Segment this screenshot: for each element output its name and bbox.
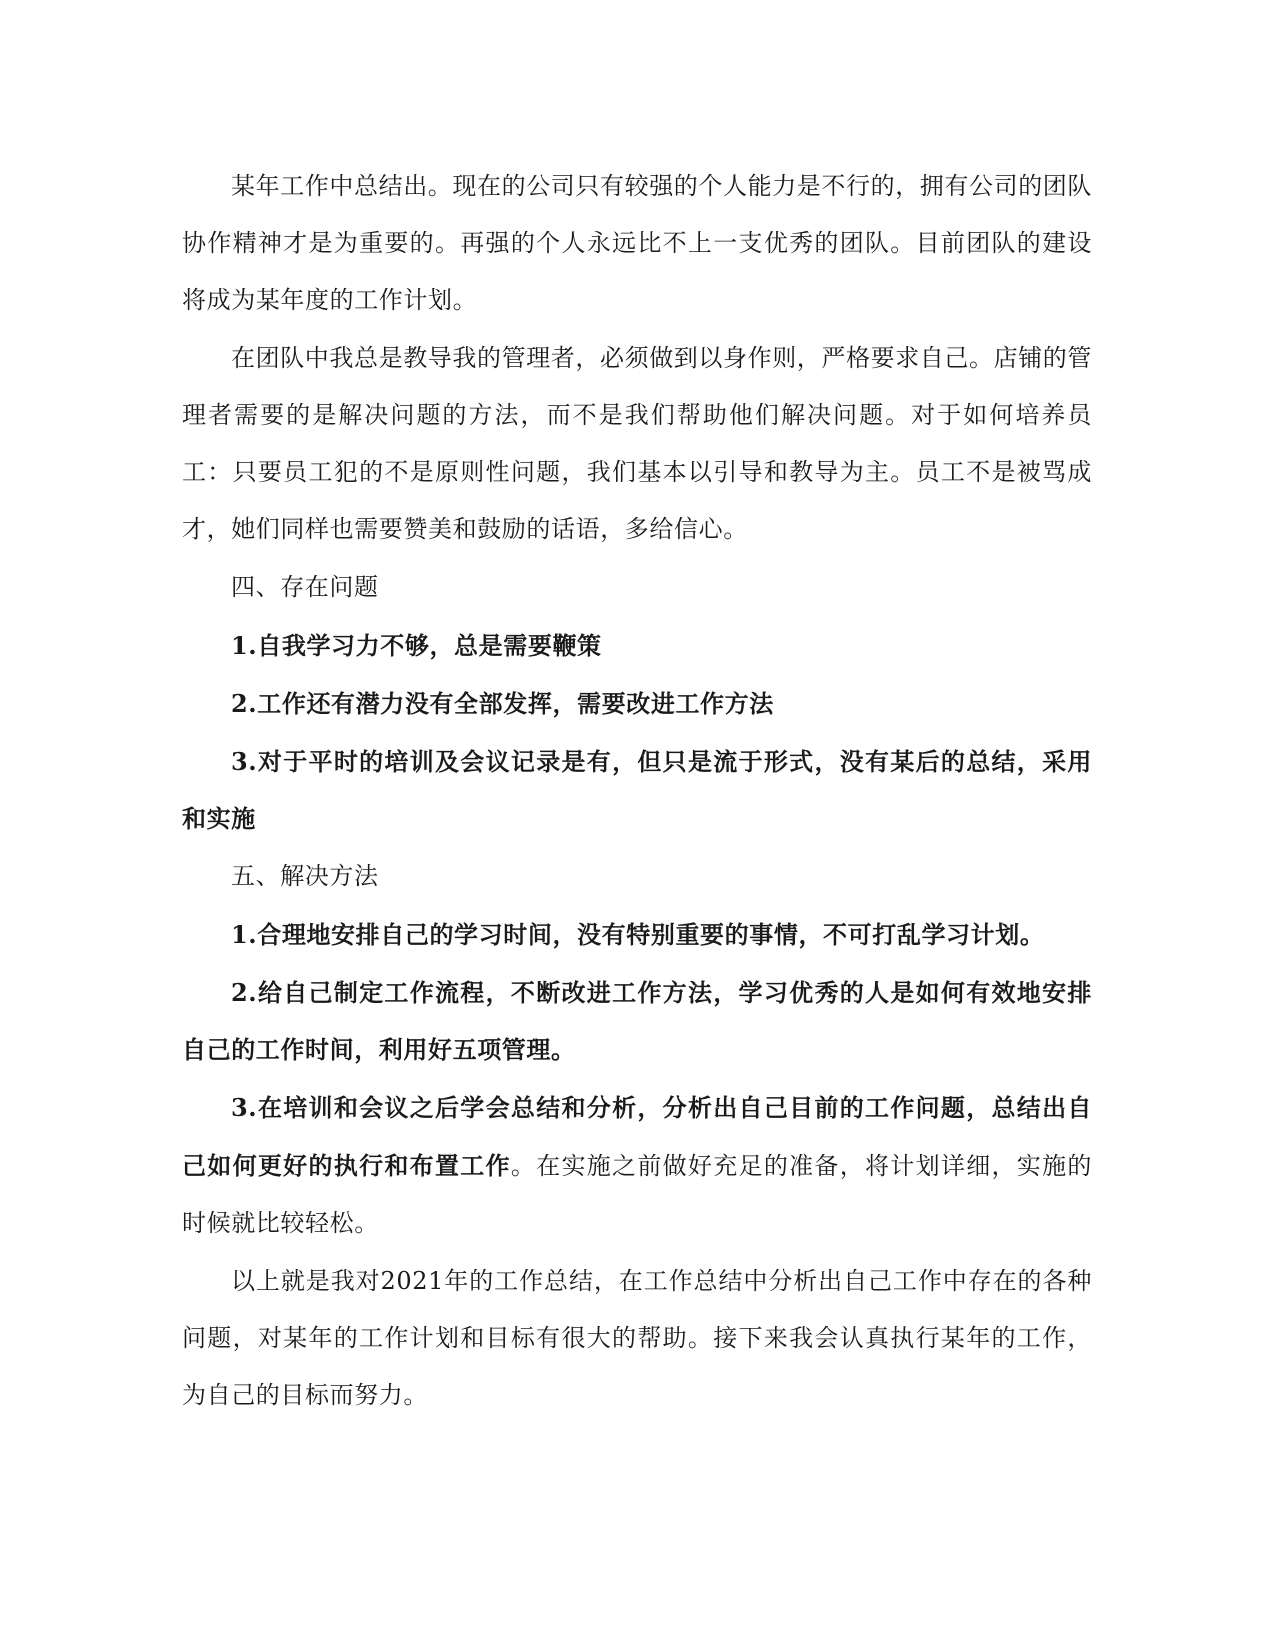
document-page (182, 158, 1092, 1424)
paragraph-conclusion: 以上就是我对2021年的工作总结，在工作总结中分析出自己工作中存在的各种问题，对某年的工作计划和目标有很大的帮助。接下来我会认真执行某年的工作，为自己的目标而努力。 (182, 1267, 1092, 1409)
solution-item-3 (182, 1079, 1092, 1252)
solution-item-2: 2.给自己制定工作流程，不断改进工作方法，学习优秀的人是如何有效地安排自己的工作时间，利用好五项管理。 (182, 978, 1092, 1064)
problem-item-3: 3.对于平时的培训及会议记录是有，但只是流于形式，没有某后的总结，采用和实施 (182, 747, 1092, 833)
paragraph-management: 在团队中我总是教导我的管理者，必须做到以身作则，严格要求自己。店铺的管理者需要的是解决问题的方法，而不是我们帮助他们解决问题。对于如何培养员工：只要员工犯的不是原则性问题，我们基本以引导和教导为主。员工不是被骂成才，她们同样也需要赞美和鼓励的话语，多给信心。 (182, 344, 1092, 543)
section-heading-solutions: 五、解决方法 (231, 862, 379, 890)
paragraph-team-building: 某年工作中总结出。现在的公司只有较强的个人能力是不行的，拥有公司的团队协作精神才是为重要的。再强的个人永远比不上一支优秀的团队。目前团队的建设将成为某年度的工作计划。 (182, 172, 1092, 314)
section-heading-problems: 四、存在问题 (231, 573, 379, 601)
problem-item-1: 1.自我学习力不够，总是需要鞭策 (231, 631, 602, 660)
solution-item-3-bold: 3.在培训和会议之后学会总结和分析，分析出自己目前的工作问题，总结出自己如何更好的执行和布置工作 (182, 1093, 1092, 1180)
solution-item-3-rest: 。在实施之前做好充足的准备，将计划详细，实施的时候就比较轻松。 (182, 1152, 1092, 1237)
problem-item-2: 2.工作还有潜力没有全部发挥，需要改进工作方法 (231, 689, 774, 718)
solution-item-1: 1.合理地安排自己的学习时间，没有特别重要的事情，不可打乱学习计划。 (231, 920, 1045, 949)
